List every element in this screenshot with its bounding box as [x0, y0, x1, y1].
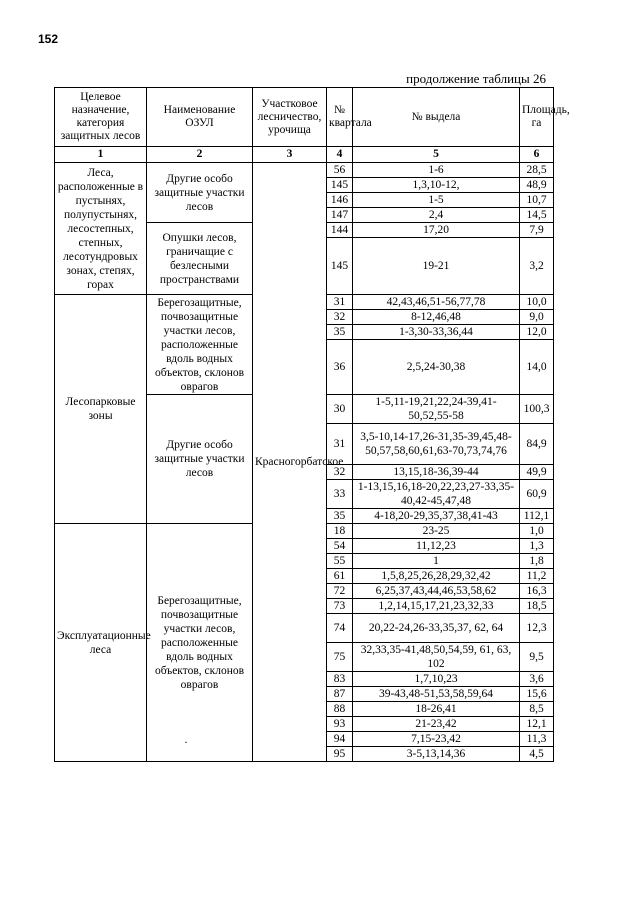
stray-mark: · — [184, 735, 188, 749]
area-cell: 16,3 — [520, 584, 554, 599]
quarter-cell: 30 — [327, 395, 353, 424]
quarter-cell: 87 — [327, 687, 353, 702]
allotment-cell: 21-23,42 — [353, 717, 520, 732]
ozul-name-cell: Берегозащитные, почвозащитные участки лесов, расположенные вдоль водных объектов, склонов оврагов — [147, 295, 253, 395]
allotment-cell: 2,4 — [353, 208, 520, 223]
quarter-cell: 31 — [327, 424, 353, 465]
area-cell: 12,3 — [520, 614, 554, 643]
area-cell: 18,5 — [520, 599, 554, 614]
quarter-cell: 32 — [327, 310, 353, 325]
header-quarter-number: № квартала — [327, 88, 353, 147]
area-cell: 10,0 — [520, 295, 554, 310]
allotment-cell: 1-5,11-19,21,22,24-39,41-50,52,55-58 — [353, 395, 520, 424]
quarter-cell: 56 — [327, 163, 353, 178]
quarter-cell: 95 — [327, 747, 353, 762]
allotment-cell: 1-6 — [353, 163, 520, 178]
area-cell: 28,5 — [520, 163, 554, 178]
area-cell: 4,5 — [520, 747, 554, 762]
ozul-name-cell: Другие особо защитные участки лесов — [147, 395, 253, 524]
ozul-name-cell: Другие особо защитные участки лесов — [147, 163, 253, 223]
column-number: 6 — [520, 147, 554, 163]
allotment-cell: 20,22-24,26-33,35,37, 62, 64 — [353, 614, 520, 643]
area-cell: 7,9 — [520, 223, 554, 238]
quarter-cell: 75 — [327, 643, 353, 672]
column-number: 1 — [55, 147, 147, 163]
area-cell: 49,9 — [520, 465, 554, 480]
allotment-cell: 18-26,41 — [353, 702, 520, 717]
allotment-cell: 3,5-10,14-17,26-31,35-39,45,48-50,57,58,60,61,63-70,73,74,76 — [353, 424, 520, 465]
area-cell: 14,0 — [520, 340, 554, 395]
ozul-name-cell: Берегозащитные, почвозащитные участки лесов, расположенные вдоль водных объектов, склонов оврагов — [147, 524, 253, 762]
area-cell: 15,6 — [520, 687, 554, 702]
table-row — [55, 163, 554, 178]
allotment-cell: 8-12,46,48 — [353, 310, 520, 325]
forest-protection-table — [54, 87, 570, 762]
header-ozul-name: Наименование ОЗУЛ — [147, 88, 253, 147]
area-cell: 14,5 — [520, 208, 554, 223]
ozul-name-cell: Опушки лесов, граничащие с безлесными пространствами — [147, 223, 253, 295]
area-cell: 11,3 — [520, 732, 554, 747]
area-cell: 12,1 — [520, 717, 554, 732]
allotment-cell: 1,7,10,23 — [353, 672, 520, 687]
allotment-cell: 23-25 — [353, 524, 520, 539]
area-cell: 48,9 — [520, 178, 554, 193]
allotment-cell: 13,15,18-36,39-44 — [353, 465, 520, 480]
area-cell: 10,7 — [520, 193, 554, 208]
header-row — [55, 88, 554, 147]
area-cell: 9,5 — [520, 643, 554, 672]
forestry-cell: Красногорбатское — [253, 163, 327, 762]
allotment-cell: 1 — [353, 554, 520, 569]
page-number: 152 — [38, 32, 59, 46]
allotment-cell: 42,43,46,51-56,77,78 — [353, 295, 520, 310]
quarter-cell: 55 — [327, 554, 353, 569]
quarter-cell: 94 — [327, 732, 353, 747]
quarter-cell: 72 — [327, 584, 353, 599]
allotment-cell: 1,3,10-12, — [353, 178, 520, 193]
quarter-cell: 145 — [327, 238, 353, 295]
allotment-cell: 17,20 — [353, 223, 520, 238]
allotment-cell: 1,2,14,15,17,21,23,32,33 — [353, 599, 520, 614]
column-number-row — [55, 147, 554, 163]
column-number: 3 — [253, 147, 327, 163]
area-cell: 112,1 — [520, 509, 554, 524]
quarter-cell: 32 — [327, 465, 353, 480]
allotment-cell: 1-5 — [353, 193, 520, 208]
area-cell: 3,2 — [520, 238, 554, 295]
area-cell: 11,2 — [520, 569, 554, 584]
area-cell: 1,3 — [520, 539, 554, 554]
quarter-cell: 147 — [327, 208, 353, 223]
allotment-cell: 32,33,35-41,48,50,54,59, 61, 63, 102 — [353, 643, 520, 672]
allotment-cell: 1-3,30-33,36,44 — [353, 325, 520, 340]
quarter-cell: 145 — [327, 178, 353, 193]
category-cell: Лесопарковые зоны — [55, 295, 147, 524]
area-cell: 9,0 — [520, 310, 554, 325]
area-cell: 60,9 — [520, 480, 554, 509]
quarter-cell: 61 — [327, 569, 353, 584]
allotment-cell: 11,12,23 — [353, 539, 520, 554]
allotment-cell: 6,25,37,43,44,46,53,58,62 — [353, 584, 520, 599]
quarter-cell: 146 — [327, 193, 353, 208]
quarter-cell: 36 — [327, 340, 353, 395]
allotment-cell: 3-5,13,14,36 — [353, 747, 520, 762]
column-number: 4 — [327, 147, 353, 163]
area-cell: 84,9 — [520, 424, 554, 465]
area-cell: 12,0 — [520, 325, 554, 340]
quarter-cell: 73 — [327, 599, 353, 614]
area-cell: 8,5 — [520, 702, 554, 717]
header-forestry: Участковое лесничество, урочища — [253, 88, 327, 147]
quarter-cell: 31 — [327, 295, 353, 310]
table-continuation-label: продолжение таблицы 26 — [406, 71, 546, 86]
header-allotment-number: № выдела — [353, 88, 520, 147]
allotment-cell: 39-43,48-51,53,58,59,64 — [353, 687, 520, 702]
quarter-cell: 18 — [327, 524, 353, 539]
allotment-cell: 4-18,20-29,35,37,38,41-43 — [353, 509, 520, 524]
quarter-cell: 93 — [327, 717, 353, 732]
quarter-cell: 54 — [327, 539, 353, 554]
quarter-cell: 35 — [327, 325, 353, 340]
header-category: Целевое назначение, категория защитных лесов — [55, 88, 147, 147]
allotment-cell: 1-13,15,16,18-20,22,23,27-33,35-40,42-45,47,48 — [353, 480, 520, 509]
allotment-cell: 7,15-23,42 — [353, 732, 520, 747]
header-area: Площадь, га — [520, 88, 554, 147]
quarter-cell: 33 — [327, 480, 353, 509]
column-number: 2 — [147, 147, 253, 163]
quarter-cell: 35 — [327, 509, 353, 524]
allotment-cell: 1,5,8,25,26,28,29,32,42 — [353, 569, 520, 584]
category-cell: Леса, расположенные в пустынях, полупустынях, лесостепных, степных, лесотундровых зонах, степях, горах — [55, 163, 147, 295]
allotment-cell: 19-21 — [353, 238, 520, 295]
area-cell: 1,0 — [520, 524, 554, 539]
area-cell: 3,6 — [520, 672, 554, 687]
quarter-cell: 74 — [327, 614, 353, 643]
quarter-cell: 83 — [327, 672, 353, 687]
area-cell: 100,3 — [520, 395, 554, 424]
allotment-cell: 2,5,24-30,38 — [353, 340, 520, 395]
column-number: 5 — [353, 147, 520, 163]
area-cell: 1,8 — [520, 554, 554, 569]
quarter-cell: 88 — [327, 702, 353, 717]
category-cell: Эксплуатационные леса — [55, 524, 147, 762]
quarter-cell: 144 — [327, 223, 353, 238]
